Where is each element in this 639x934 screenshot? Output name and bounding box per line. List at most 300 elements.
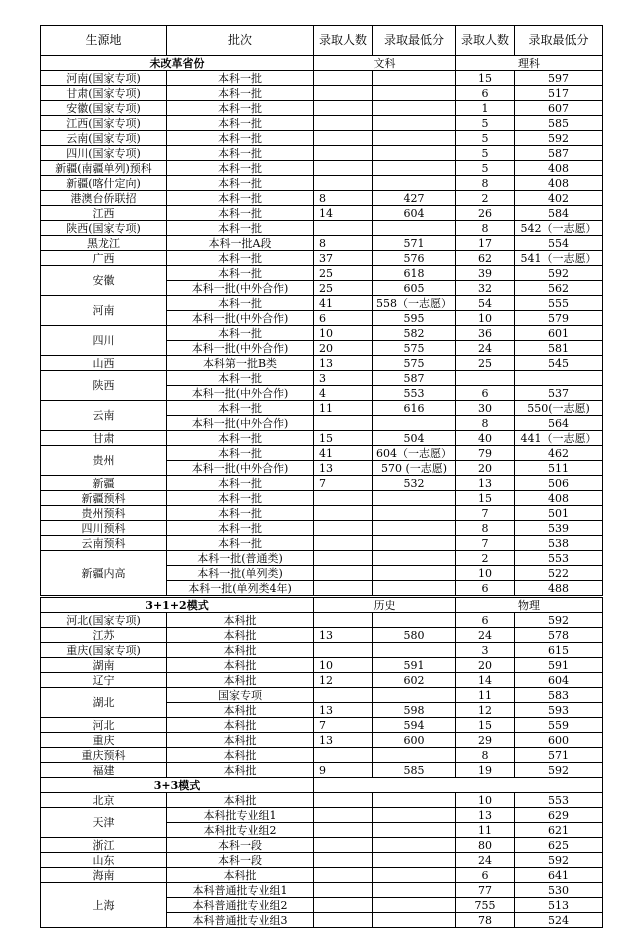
- cell-min-score-right: 592: [515, 613, 603, 628]
- cell-count-left: 7: [314, 476, 373, 491]
- cell-province: 浙江: [41, 838, 167, 853]
- cell-min-score-right: 571: [515, 748, 603, 763]
- header-row: [41, 26, 603, 56]
- cell-batch: 国家专项: [167, 688, 314, 703]
- cell-min-score-left: 570 (一志愿): [373, 461, 456, 476]
- cell-min-score-right: 408: [515, 176, 603, 191]
- cell-min-score-left: 595: [373, 311, 456, 326]
- cell-count-left: [314, 898, 373, 913]
- cell-min-score-left: 576: [373, 251, 456, 266]
- cell-count-right: 39: [456, 266, 515, 281]
- cell-min-score-right: 488: [515, 581, 603, 596]
- cell-province: 海南: [41, 868, 167, 883]
- cell-province: 江西(国家专项): [41, 116, 167, 131]
- table-row: [41, 628, 603, 643]
- table-row: [41, 476, 603, 491]
- cell-count-left: [314, 581, 373, 596]
- cell-count-left: [314, 643, 373, 658]
- cell-province: 云南预科: [41, 536, 167, 551]
- cell-count-right: 17: [456, 236, 515, 251]
- cell-min-score-right: 592: [515, 763, 603, 778]
- cell-batch: 本科一批(单列类4年): [167, 581, 314, 596]
- cell-min-score-left: 585: [373, 763, 456, 778]
- cell-count-left: [314, 116, 373, 131]
- cell-batch: 本科一批: [167, 431, 314, 446]
- cell-province: 四川: [41, 326, 167, 356]
- cell-batch: 本科批: [167, 643, 314, 658]
- header-origin: 生源地: [41, 26, 167, 56]
- table-row: [41, 793, 603, 808]
- table-row: [41, 236, 603, 251]
- cell-batch: 本科一批: [167, 176, 314, 191]
- cell-min-score-right: 585: [515, 116, 603, 131]
- cell-province: 河南: [41, 296, 167, 326]
- cell-batch: 本科一批(普通类): [167, 551, 314, 566]
- table-row: [41, 853, 603, 868]
- cell-min-score-left: [373, 551, 456, 566]
- cell-batch: 本科一批: [167, 206, 314, 221]
- cell-count-left: [314, 868, 373, 883]
- cell-min-score-left: [373, 823, 456, 838]
- cell-count-right: 6: [456, 581, 515, 596]
- cell-batch: 本科批: [167, 658, 314, 673]
- cell-batch: 本科批: [167, 763, 314, 778]
- cell-min-score-left: 602: [373, 673, 456, 688]
- cell-min-score-left: [373, 131, 456, 146]
- cell-count-left: 41: [314, 296, 373, 311]
- cell-count-left: 13: [314, 461, 373, 476]
- cell-count-right: 40: [456, 431, 515, 446]
- table-row: [41, 266, 603, 281]
- cell-min-score-right: 462: [515, 446, 603, 461]
- cell-count-left: [314, 551, 373, 566]
- cell-count-left: 15: [314, 431, 373, 446]
- table-row: [41, 748, 603, 763]
- cell-province: 新疆预科: [41, 491, 167, 506]
- cell-batch: 本科一批(中外合作): [167, 311, 314, 326]
- table-row: [41, 613, 603, 628]
- cell-count-left: 10: [314, 658, 373, 673]
- cell-count-right: 25: [456, 356, 515, 371]
- table-row: [41, 883, 603, 898]
- cell-min-score-left: [373, 521, 456, 536]
- cell-min-score-left: [373, 221, 456, 236]
- cell-min-score-right: 564: [515, 416, 603, 431]
- cell-count-left: [314, 521, 373, 536]
- cell-count-right: 5: [456, 161, 515, 176]
- cell-count-left: 11: [314, 401, 373, 416]
- cell-min-score-right: 538: [515, 536, 603, 551]
- cell-province: 河北: [41, 718, 167, 733]
- cell-count-right: 8: [456, 748, 515, 763]
- cell-count-right: 14: [456, 673, 515, 688]
- cell-count-left: 13: [314, 628, 373, 643]
- cell-min-score-left: 553: [373, 386, 456, 401]
- cell-min-score-right: 625: [515, 838, 603, 853]
- table-row: [41, 356, 603, 371]
- cell-min-score-left: [373, 838, 456, 853]
- cell-min-score-left: 571: [373, 236, 456, 251]
- cell-batch: 本科批: [167, 613, 314, 628]
- cell-province: 新疆(喀什定向): [41, 176, 167, 191]
- cell-min-score-left: [373, 643, 456, 658]
- cell-batch: 本科一批(中外合作): [167, 281, 314, 296]
- admission-table-main: [40, 25, 603, 596]
- table-row: [41, 688, 603, 703]
- cell-count-left: [314, 131, 373, 146]
- cell-count-right: 13: [456, 476, 515, 491]
- cell-batch: 本科一批(中外合作): [167, 416, 314, 431]
- cell-batch: 本科批: [167, 793, 314, 808]
- cell-count-right: 36: [456, 326, 515, 341]
- cell-count-right: 15: [456, 491, 515, 506]
- cell-count-left: [314, 566, 373, 581]
- cell-province: 陕西: [41, 371, 167, 401]
- table-row: [41, 371, 603, 386]
- table-row: [41, 221, 603, 236]
- cell-count-right: 10: [456, 793, 515, 808]
- cell-count-left: 25: [314, 281, 373, 296]
- cell-min-score-left: [373, 688, 456, 703]
- cell-count-left: 3: [314, 371, 373, 386]
- group-label-right: 物理: [456, 598, 603, 613]
- cell-min-score-right: 587: [515, 146, 603, 161]
- cell-count-right: 6: [456, 868, 515, 883]
- cell-min-score-right: 441（一志愿）: [515, 431, 603, 446]
- cell-min-score-right: 524: [515, 913, 603, 928]
- cell-min-score-right: 530: [515, 883, 603, 898]
- section-blank: [314, 778, 603, 793]
- cell-province: 新疆: [41, 476, 167, 491]
- cell-count-left: [314, 221, 373, 236]
- cell-province: 天津: [41, 808, 167, 838]
- table-row: [41, 116, 603, 131]
- cell-min-score-right: 593: [515, 703, 603, 718]
- cell-count-left: 10: [314, 326, 373, 341]
- cell-province: 贵州: [41, 446, 167, 476]
- cell-count-left: 4: [314, 386, 373, 401]
- cell-min-score-right: 584: [515, 206, 603, 221]
- cell-province: 北京: [41, 793, 167, 808]
- cell-batch: 本科一批: [167, 371, 314, 386]
- cell-min-score-left: [373, 161, 456, 176]
- cell-min-score-right: 578: [515, 628, 603, 643]
- table-row: [41, 431, 603, 446]
- cell-count-left: 20: [314, 341, 373, 356]
- cell-batch: 本科批: [167, 748, 314, 763]
- cell-min-score-right: 513: [515, 898, 603, 913]
- cell-count-left: [314, 613, 373, 628]
- cell-province: 湖南: [41, 658, 167, 673]
- cell-count-right: [456, 371, 515, 386]
- cell-count-right: 12: [456, 703, 515, 718]
- cell-batch: 本科一批: [167, 401, 314, 416]
- cell-min-score-right: [515, 371, 603, 386]
- cell-batch: 本科第一批B类: [167, 356, 314, 371]
- cell-min-score-left: 616: [373, 401, 456, 416]
- cell-count-right: 30: [456, 401, 515, 416]
- cell-count-right: 32: [456, 281, 515, 296]
- cell-min-score-right: 629: [515, 808, 603, 823]
- table-row: [41, 733, 603, 748]
- table-row: [41, 146, 603, 161]
- cell-min-score-right: 604: [515, 673, 603, 688]
- cell-min-score-left: 504: [373, 431, 456, 446]
- cell-min-score-right: 553: [515, 793, 603, 808]
- cell-count-left: 13: [314, 733, 373, 748]
- cell-min-score-right: 537: [515, 386, 603, 401]
- cell-province: 甘肃(国家专项): [41, 86, 167, 101]
- cell-batch: 本科批: [167, 703, 314, 718]
- cell-batch: 本科批: [167, 733, 314, 748]
- cell-count-right: 13: [456, 808, 515, 823]
- cell-min-score-left: 532: [373, 476, 456, 491]
- cell-province: 安徽(国家专项): [41, 101, 167, 116]
- cell-min-score-left: 604（一志愿）: [373, 446, 456, 461]
- cell-batch: 本科一批: [167, 491, 314, 506]
- header-batch: 批次: [167, 26, 314, 56]
- cell-min-score-left: [373, 793, 456, 808]
- cell-min-score-right: 592: [515, 131, 603, 146]
- cell-min-score-right: 511: [515, 461, 603, 476]
- cell-batch: 本科一批(中外合作): [167, 386, 314, 401]
- cell-count-left: [314, 913, 373, 928]
- cell-min-score-left: [373, 86, 456, 101]
- table-row: [41, 86, 603, 101]
- cell-min-score-left: [373, 176, 456, 191]
- cell-batch: 本科一批: [167, 326, 314, 341]
- cell-min-score-right: 501: [515, 506, 603, 521]
- cell-min-score-right: 581: [515, 341, 603, 356]
- cell-batch: 本科普通批专业组1: [167, 883, 314, 898]
- cell-count-left: [314, 71, 373, 86]
- cell-province: 安徽: [41, 266, 167, 296]
- cell-min-score-left: 587: [373, 371, 456, 386]
- cell-min-score-left: [373, 146, 456, 161]
- cell-count-left: [314, 823, 373, 838]
- cell-batch: 本科一批: [167, 251, 314, 266]
- table-row: [41, 71, 603, 86]
- cell-min-score-left: 427: [373, 191, 456, 206]
- cell-count-right: 26: [456, 206, 515, 221]
- cell-province: 河北(国家专项): [41, 613, 167, 628]
- cell-count-left: 25: [314, 266, 373, 281]
- cell-count-right: 20: [456, 658, 515, 673]
- cell-count-right: 10: [456, 311, 515, 326]
- cell-count-left: 37: [314, 251, 373, 266]
- cell-batch: 本科一批: [167, 536, 314, 551]
- cell-min-score-left: 591: [373, 658, 456, 673]
- cell-province: 江苏: [41, 628, 167, 643]
- table-row: [41, 536, 603, 551]
- cell-province: 陕西(国家专项): [41, 221, 167, 236]
- cell-count-right: 5: [456, 116, 515, 131]
- cell-batch: 本科一批: [167, 101, 314, 116]
- cell-min-score-left: 598: [373, 703, 456, 718]
- cell-province: 新疆内高: [41, 551, 167, 596]
- cell-min-score-right: 607: [515, 101, 603, 116]
- table-row: [41, 551, 603, 566]
- cell-min-score-left: 605: [373, 281, 456, 296]
- cell-count-right: 3: [456, 643, 515, 658]
- cell-province: 四川(国家专项): [41, 146, 167, 161]
- cell-province: 港澳台侨联招: [41, 191, 167, 206]
- cell-min-score-right: 562: [515, 281, 603, 296]
- cell-count-right: 24: [456, 628, 515, 643]
- section-header-row: [41, 598, 603, 613]
- header-count-left: 录取人数: [314, 26, 373, 56]
- cell-min-score-left: [373, 506, 456, 521]
- table-row: [41, 101, 603, 116]
- table-row: [41, 131, 603, 146]
- cell-count-left: [314, 506, 373, 521]
- cell-min-score-right: 583: [515, 688, 603, 703]
- cell-min-score-left: [373, 898, 456, 913]
- cell-min-score-left: 558（一志愿）: [373, 296, 456, 311]
- cell-count-right: 24: [456, 341, 515, 356]
- cell-province: 黑龙江: [41, 236, 167, 251]
- table-row: [41, 673, 603, 688]
- cell-batch: 本科一段: [167, 838, 314, 853]
- section-title: 3+1+2模式: [41, 598, 314, 613]
- cell-province: 辽宁: [41, 673, 167, 688]
- cell-count-left: 14: [314, 206, 373, 221]
- section-title: 3+3模式: [41, 778, 314, 793]
- cell-province: 江西: [41, 206, 167, 221]
- table-row: [41, 658, 603, 673]
- cell-province: 上海: [41, 883, 167, 928]
- cell-min-score-left: [373, 101, 456, 116]
- cell-province: 重庆: [41, 733, 167, 748]
- cell-province: 广西: [41, 251, 167, 266]
- cell-min-score-right: 555: [515, 296, 603, 311]
- cell-min-score-right: 517: [515, 86, 603, 101]
- cell-batch: 本科批: [167, 628, 314, 643]
- header-min-score-right: 录取最低分: [515, 26, 603, 56]
- cell-count-right: 79: [456, 446, 515, 461]
- cell-min-score-left: [373, 808, 456, 823]
- cell-batch: 本科一批(中外合作): [167, 461, 314, 476]
- cell-min-score-left: 575: [373, 341, 456, 356]
- cell-min-score-left: [373, 913, 456, 928]
- cell-province: 福建: [41, 763, 167, 778]
- cell-count-left: [314, 748, 373, 763]
- cell-count-right: 7: [456, 536, 515, 551]
- cell-batch: 本科普通批专业组3: [167, 913, 314, 928]
- cell-batch: 本科一批(单列类): [167, 566, 314, 581]
- admission-table-new-gaokao: [40, 597, 603, 928]
- cell-min-score-right: 592: [515, 266, 603, 281]
- cell-batch: 本科一批: [167, 116, 314, 131]
- cell-count-left: 9: [314, 763, 373, 778]
- cell-min-score-left: 594: [373, 718, 456, 733]
- cell-province: 贵州预科: [41, 506, 167, 521]
- cell-count-left: 7: [314, 718, 373, 733]
- cell-count-right: 78: [456, 913, 515, 928]
- table-row: [41, 506, 603, 521]
- cell-province: 重庆(国家专项): [41, 643, 167, 658]
- table-row: [41, 206, 603, 221]
- cell-min-score-right: 550(一志愿): [515, 401, 603, 416]
- section-header-row: [41, 778, 603, 793]
- cell-count-right: 15: [456, 718, 515, 733]
- table-row: [41, 838, 603, 853]
- cell-province: 甘肃: [41, 431, 167, 446]
- cell-batch: 本科一批: [167, 296, 314, 311]
- cell-min-score-left: [373, 883, 456, 898]
- header-min-score-left: 录取最低分: [373, 26, 456, 56]
- cell-count-left: [314, 793, 373, 808]
- cell-min-score-right: 641: [515, 868, 603, 883]
- cell-count-right: 2: [456, 191, 515, 206]
- cell-province: 云南(国家专项): [41, 131, 167, 146]
- cell-province: 河南(国家专项): [41, 71, 167, 86]
- table-row: [41, 176, 603, 191]
- cell-count-right: 8: [456, 176, 515, 191]
- cell-min-score-left: 600: [373, 733, 456, 748]
- cell-batch: 本科一批A段: [167, 236, 314, 251]
- cell-min-score-right: 597: [515, 71, 603, 86]
- table-row: [41, 643, 603, 658]
- cell-count-left: [314, 86, 373, 101]
- cell-min-score-left: [373, 748, 456, 763]
- cell-count-right: 10: [456, 566, 515, 581]
- cell-min-score-right: 553: [515, 551, 603, 566]
- cell-min-score-right: 408: [515, 491, 603, 506]
- cell-batch: 本科一批: [167, 191, 314, 206]
- cell-count-right: 15: [456, 71, 515, 86]
- cell-count-right: 29: [456, 733, 515, 748]
- cell-count-left: 41: [314, 446, 373, 461]
- cell-min-score-right: 615: [515, 643, 603, 658]
- table-row: [41, 401, 603, 416]
- cell-count-left: [314, 146, 373, 161]
- cell-batch: 本科一批: [167, 86, 314, 101]
- cell-count-left: [314, 853, 373, 868]
- cell-batch: 本科普通批专业组2: [167, 898, 314, 913]
- cell-count-right: 20: [456, 461, 515, 476]
- cell-count-right: 19: [456, 763, 515, 778]
- cell-batch: 本科一批: [167, 221, 314, 236]
- cell-province: 四川预科: [41, 521, 167, 536]
- cell-min-score-right: 579: [515, 311, 603, 326]
- cell-count-right: 7: [456, 506, 515, 521]
- cell-batch: 本科批: [167, 718, 314, 733]
- cell-batch: 本科一批: [167, 146, 314, 161]
- cell-min-score-left: 582: [373, 326, 456, 341]
- cell-count-right: 1: [456, 101, 515, 116]
- cell-count-right: 11: [456, 823, 515, 838]
- cell-min-score-right: 542（一志愿）: [515, 221, 603, 236]
- group-label-left: 历史: [314, 598, 456, 613]
- cell-count-left: [314, 161, 373, 176]
- cell-min-score-right: 402: [515, 191, 603, 206]
- cell-count-right: 6: [456, 613, 515, 628]
- section-title: 未改革省份: [41, 56, 314, 71]
- cell-min-score-left: [373, 853, 456, 868]
- cell-count-left: 6: [314, 311, 373, 326]
- cell-batch: 本科批: [167, 868, 314, 883]
- table-row: [41, 161, 603, 176]
- cell-min-score-left: [373, 566, 456, 581]
- cell-province: 云南: [41, 401, 167, 431]
- cell-count-left: 13: [314, 703, 373, 718]
- cell-count-left: [314, 883, 373, 898]
- cell-count-left: 13: [314, 356, 373, 371]
- cell-count-right: 8: [456, 416, 515, 431]
- cell-batch: 本科一批: [167, 521, 314, 536]
- table-row: [41, 191, 603, 206]
